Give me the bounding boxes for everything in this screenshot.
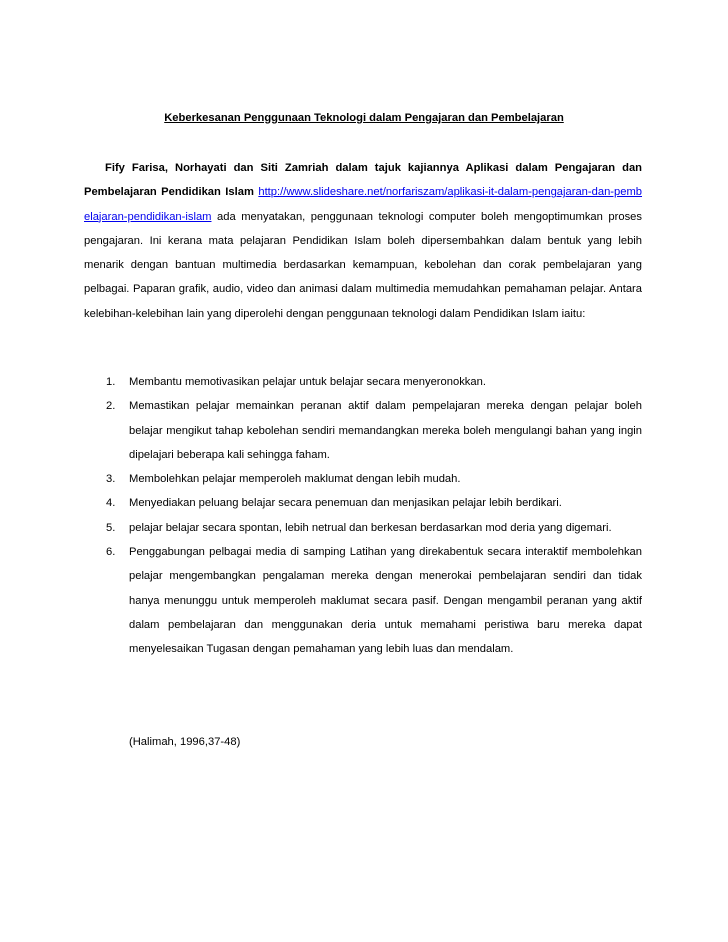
citation: (Halimah, 1996,37-48) xyxy=(129,736,241,748)
list-item xyxy=(84,394,642,467)
list-item xyxy=(84,467,642,491)
list-item-number: 1. xyxy=(106,376,116,388)
intro-paragraph xyxy=(84,156,642,326)
list-item xyxy=(84,370,642,394)
list-item-number: 6. xyxy=(106,546,116,559)
list-item-text: Memastikan pelajar memainkan peranan aktif dalam pempelajaran mereka dengan pelajar boleh belajar mengikut tahap kebolehan sendiri memandangkan mereka boleh mengulangi bahan yang ingin dipelajari beberapa kali sehingga faham. xyxy=(129,400,642,461)
page-title: Keberkesanan Penggunaan Teknologi dalam Pengajaran dan Pembelajaran xyxy=(164,112,564,124)
intro-bold-lead: Fify Farisa, Norhayati dan Siti Zamriah dalam tajuk kajiannya Aplikasi dalam Pengajaran dan Pembelajaran Pendidikan Islam xyxy=(84,162,642,199)
list-item-text: pelajar belajar secara spontan, lebih netrual dan berkesan berdasarkan mod deria yang digemari. xyxy=(129,521,612,534)
list-item-text: Menyediakan peluang belajar secara penemuan dan menjasikan pelajar lebih berdikari. xyxy=(129,497,562,510)
list-item-number: 5. xyxy=(106,521,116,534)
slideshare-link[interactable]: http://www.slideshare.net/norfariszam/aplikasi-it-dalam-pengajaran-dan-pembelajaran-pendidikan-islam xyxy=(84,186,643,223)
list-item-text: Membantu memotivasikan pelajar untuk belajar secara menyeronokkan. xyxy=(129,376,486,388)
list-item-text: Penggabungan pelbagai media di samping Latihan yang direkabentuk secara interaktif membolehkan pelajar mengembangkan pengalaman mereka dengan menerokai pembelajaran sendiri dan tidak hanya menunggu untuk memperoleh maklumat secara pasif. Dengan mengambil peranan yang aktif dalam pembelajaran dan menggunakan deria untuk memahami peristiwa baru mereka dapat menyelesaikan Tugasan dengan pemahaman yang lebih luas dan mendalam. xyxy=(129,546,642,656)
intro-body: ada menyatakan, penggunaan teknologi computer boleh mengoptimumkan proses pengajaran. Ini kerana mata pelajaran Pendidikan Islam boleh dipersembahkan dalam bentuk yang lebih menarik dengan bantuan multimedia berdasarkan kemampuan, kebolehan dan corak pembelajaran yang pelbagai. Paparan grafik, audio, video dan animasi dalam multimedia memudahkan pemahaman pelajar. Antara kelebihan-kelebihan lain yang diperolehi dengan penggunaan teknologi dalam Pendidikan Islam iaitu: xyxy=(84,210,642,320)
list-item-number: 3. xyxy=(106,473,116,486)
list-item-number: 4. xyxy=(106,497,116,510)
list-item xyxy=(84,491,642,515)
list-item xyxy=(84,540,642,661)
list-item-text: Membolehkan pelajar memperoleh maklumat dengan lebih mudah. xyxy=(129,473,461,486)
list-item-number: 2. xyxy=(106,400,116,413)
list-item xyxy=(84,516,642,540)
benefits-list xyxy=(84,370,642,662)
